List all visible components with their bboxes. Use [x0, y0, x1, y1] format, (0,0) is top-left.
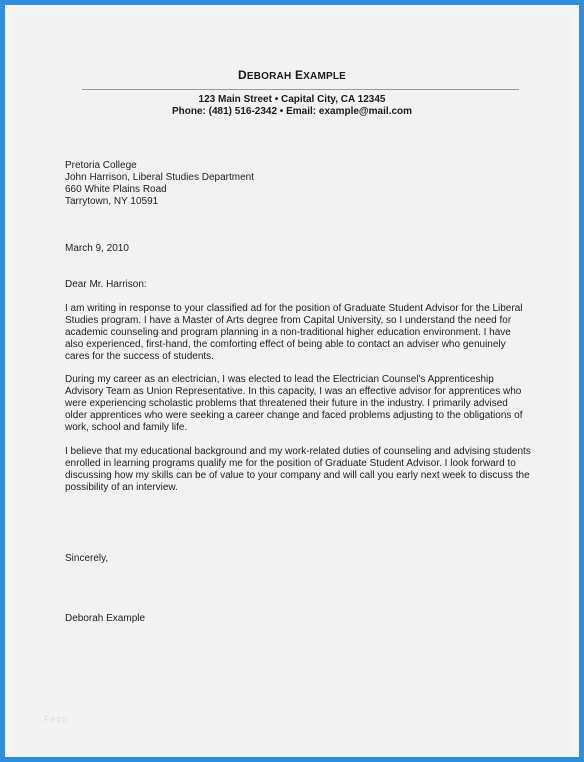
paragraph-line: During my career as an electrician, I was elected to lead the Electrician Counsel's Apprenticeship [65, 374, 494, 385]
paragraph-line: academic counseling and program planning in a non-traditional higher education environment. I have [65, 327, 511, 338]
letter-date: March 9, 2010 [65, 243, 129, 254]
paragraph-line: possibility of an interview. [65, 482, 178, 493]
header-divider [82, 89, 519, 90]
paragraph-line: Studies program. I have a Master of Arts degree from Capital University, so I understand the need for [65, 315, 512, 326]
name-first-initial: D [237, 68, 247, 82]
letter-page [10, 10, 574, 752]
sender-address: 123 Main Street • Capital City, CA 12345 [198, 94, 386, 105]
body-paragraph-3 [65, 446, 545, 494]
paragraph-line: discussing how my skills can be of value to your company and will call you early next week to discuss the [65, 470, 530, 481]
salutation: Dear Mr. Harrison: [65, 279, 147, 290]
name-last-initial: E [294, 68, 304, 82]
body-paragraph-2 [65, 374, 545, 434]
recipient-address [65, 160, 545, 208]
recipient-line: John Harrison, Liberal Studies Department [65, 172, 254, 183]
paragraph-line: work, school and family life. [65, 422, 188, 433]
recipient-line: Pretoria College [65, 160, 137, 171]
name-last-rest: XAMPLE [303, 71, 347, 82]
name-first-rest: EBORAH [246, 71, 292, 82]
recipient-line: 660 White Plains Road [65, 184, 167, 195]
paragraph-line: older apprentices who were seeking a career change and faced problems adjusting to the obligations of [65, 410, 523, 421]
sender-contact: Phone: (481) 516-2342 • Email: example@mail.com [171, 106, 413, 117]
watermark: Feco [44, 714, 69, 724]
paragraph-line: were experiencing scholastic problems that threatened their future in the industry. I primarily advised [65, 398, 508, 409]
sender-name [10, 68, 574, 82]
recipient-line: Tarrytown, NY 10591 [65, 196, 159, 207]
paragraph-line: also experienced, first-hand, the comforting effect of being able to contact an adviser who genuinely [65, 339, 506, 350]
paragraph-line: Advisory Team as Union Representative. In this capacity, I was an effective advisor for apprentices who [65, 386, 522, 397]
paragraph-line: enrolled in learning programs qualify me for the position of Graduate Student Advisor. I look forward to [65, 458, 516, 469]
signature-name: Deborah Example [65, 613, 146, 624]
body-paragraph-1 [65, 303, 545, 363]
paragraph-line: cares for the success of students. [65, 351, 214, 362]
paragraph-line: I am writing in response to your classified ad for the position of Graduate Student Advisor for the Liberal [65, 303, 523, 314]
paragraph-line: I believe that my educational background and my work-related duties of counseling and advising students [65, 446, 531, 457]
closing: Sincerely, [65, 553, 109, 564]
